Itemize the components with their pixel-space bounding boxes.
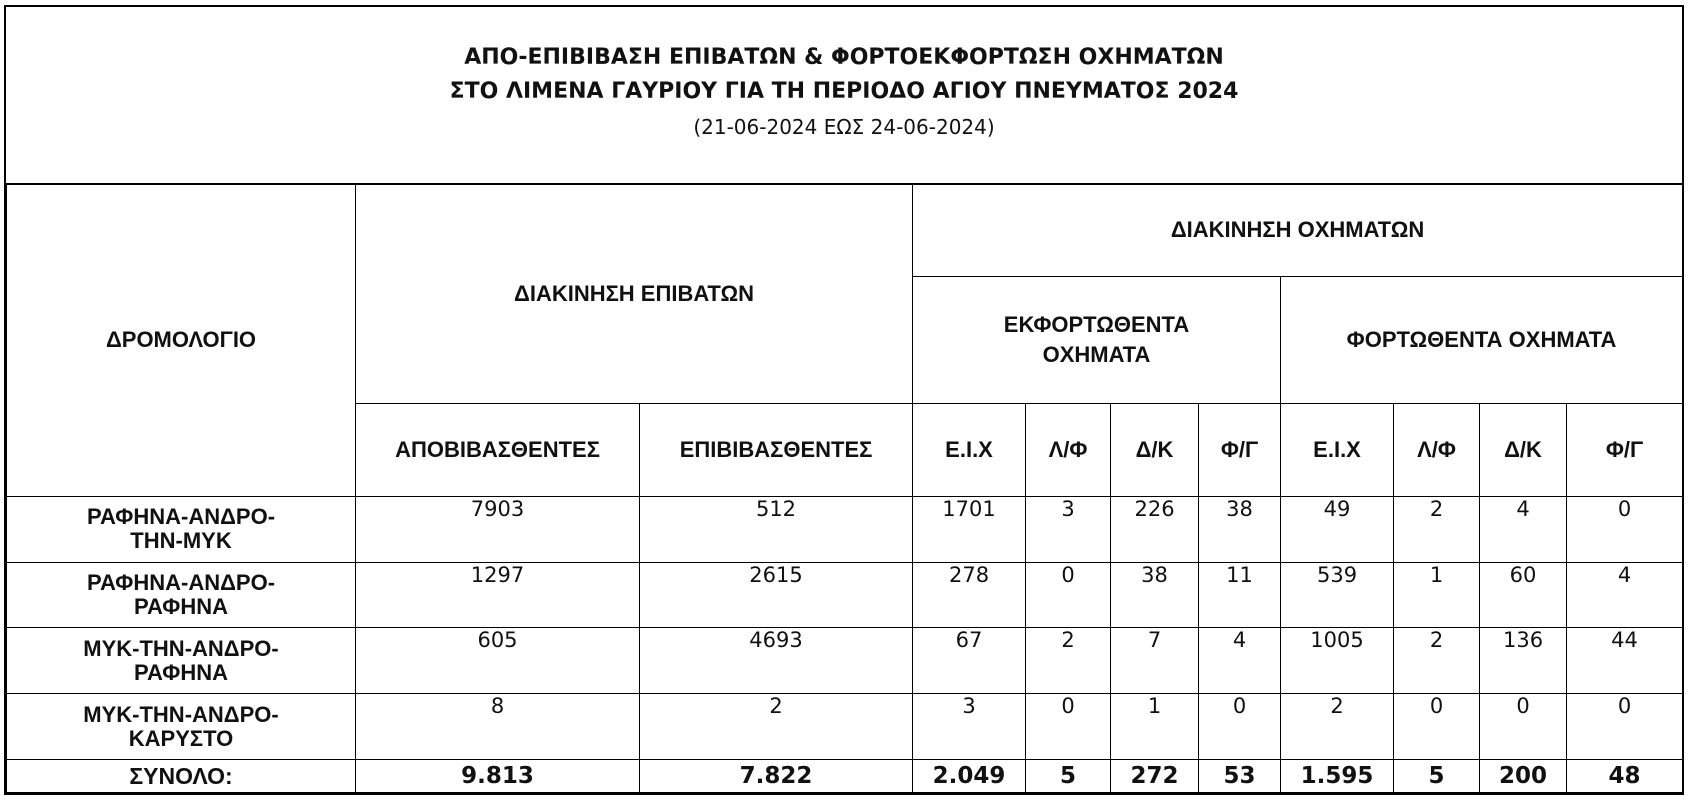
cell-loaded-car: 539 [1281, 562, 1394, 628]
cell-unloaded-bus: 0 [1026, 694, 1111, 760]
cell-unloaded-bike: 7 [1111, 628, 1199, 694]
cell-loaded-car: 2 [1281, 694, 1394, 760]
cell-disembarked: 8 [356, 694, 640, 760]
table-row [7, 694, 1683, 760]
report-title-line-1: ΑΠΟ-ΕΠΙΒΙΒΑΣΗ ΕΠΙΒΑΤΩΝ & ΦΟΡΤΟΕΚΦΟΡΤΩΣΗ ΟΧΗΜΑΤΩΝ [464, 45, 1224, 70]
route-label: ΜΥΚ-ΤΗΝ-ΑΝΔΡΟ-ΡΑΦΗΝΑ [83, 635, 279, 685]
cell-disembarked: 605 [356, 628, 640, 694]
header-passengers: ΔΙΑΚΙΝΗΣΗ ΕΠΙΒΑΤΩΝ [356, 184, 913, 404]
table-row [7, 628, 1683, 694]
report-title-line-2: ΣΤΟ ΛΙΜΕΝΑ ΓΑΥΡΙΟΥ ΓΙΑ ΤΗ ΠΕΡΙΟΔΟ ΑΓΙΟΥ ΠΝΕΥΜΑΤΟΣ 2024 [449, 79, 1239, 104]
totals-row [7, 760, 1683, 793]
cell-unloaded-truck: 11 [1199, 562, 1281, 628]
route-cell [7, 496, 356, 562]
cell-unloaded-truck: 0 [1199, 694, 1281, 760]
cell-loaded-bus: 2 [1394, 628, 1480, 694]
header-unloaded-vehicles [913, 276, 1281, 404]
header-disembarked: ΑΠΟΒΙΒΑΣΘΕΝΤΕΣ [356, 404, 640, 497]
cell-unloaded-truck: 38 [1199, 496, 1281, 562]
cell-embarked: 512 [640, 496, 913, 562]
header-type-car-loaded: Ε.Ι.Χ [1281, 404, 1394, 497]
total-embarked: 7.822 [640, 760, 913, 793]
header-type-truck-unloaded: Φ/Γ [1199, 404, 1281, 497]
header-type-truck-loaded: Φ/Γ [1567, 404, 1683, 497]
route-cell [7, 628, 356, 694]
totals-label: ΣΥΝΟΛΟ: [7, 760, 356, 793]
report-period: (21-06-2024 ΕΩΣ 24-06-2024) [693, 115, 995, 139]
cell-disembarked: 7903 [356, 496, 640, 562]
cell-unloaded-truck: 4 [1199, 628, 1281, 694]
route-label: ΡΑΦΗΝΑ-ΑΝΔΡΟ-ΡΑΦΗΝΑ [86, 569, 276, 619]
total-loaded-car: 1.595 [1281, 760, 1394, 793]
cell-embarked: 4693 [640, 628, 913, 694]
total-loaded-bike: 200 [1480, 760, 1567, 793]
cell-loaded-car: 49 [1281, 496, 1394, 562]
total-unloaded-truck: 53 [1199, 760, 1281, 793]
route-label: ΜΥΚ-ΤΗΝ-ΑΝΔΡΟ-ΚΑΡΥΣΤΟ [83, 701, 279, 751]
cell-loaded-bike: 0 [1480, 694, 1567, 760]
cell-unloaded-bus: 3 [1026, 496, 1111, 562]
cell-loaded-bike: 4 [1480, 496, 1567, 562]
cell-disembarked: 1297 [356, 562, 640, 628]
route-cell [7, 694, 356, 760]
header-type-bus-loaded: Λ/Φ [1394, 404, 1480, 497]
cell-loaded-bike: 60 [1480, 562, 1567, 628]
cell-unloaded-car: 67 [913, 628, 1026, 694]
total-loaded-bus: 5 [1394, 760, 1480, 793]
header-type-bus-unloaded: Λ/Φ [1026, 404, 1111, 497]
total-unloaded-car: 2.049 [913, 760, 1026, 793]
total-unloaded-bus: 5 [1026, 760, 1111, 793]
header-loaded-vehicles: ΦΟΡΤΩΘΕΝΤΑ ΟΧΗΜΑΤΑ [1281, 276, 1683, 404]
header-unloaded-label: ΕΚΦΟΡΤΩΘΕΝΤΑ ΟΧΗΜΑΤΑ [1003, 311, 1190, 367]
cell-unloaded-car: 278 [913, 562, 1026, 628]
table-row [7, 496, 1683, 562]
total-unloaded-bike: 272 [1111, 760, 1199, 793]
header-type-bike-loaded: Δ/Κ [1480, 404, 1567, 497]
header-type-car-unloaded: Ε.Ι.Χ [913, 404, 1026, 497]
cell-loaded-bike: 136 [1480, 628, 1567, 694]
cell-embarked: 2 [640, 694, 913, 760]
route-cell [7, 562, 356, 628]
cell-loaded-bus: 1 [1394, 562, 1480, 628]
header-type-bike-unloaded: Δ/Κ [1111, 404, 1199, 497]
cell-unloaded-bike: 226 [1111, 496, 1199, 562]
traffic-table [6, 183, 1683, 793]
cell-unloaded-bus: 2 [1026, 628, 1111, 694]
cell-loaded-bus: 0 [1394, 694, 1480, 760]
cell-loaded-truck: 44 [1567, 628, 1683, 694]
table-row [7, 562, 1683, 628]
total-loaded-truck: 48 [1567, 760, 1683, 793]
cell-unloaded-bus: 0 [1026, 562, 1111, 628]
cell-loaded-truck: 0 [1567, 496, 1683, 562]
cell-loaded-truck: 0 [1567, 694, 1683, 760]
cell-loaded-truck: 4 [1567, 562, 1683, 628]
cell-loaded-bus: 2 [1394, 496, 1480, 562]
cell-unloaded-bike: 38 [1111, 562, 1199, 628]
header-vehicles: ΔΙΑΚΙΝΗΣΗ ΟΧΗΜΑΤΩΝ [913, 184, 1683, 277]
header-route: ΔΡΟΜΟΛΟΓΙΟ [7, 184, 356, 497]
cell-unloaded-car: 1701 [913, 496, 1026, 562]
report-frame [4, 5, 1684, 795]
cell-unloaded-car: 3 [913, 694, 1026, 760]
route-label: ΡΑΦΗΝΑ-ΑΝΔΡΟ-ΤΗΝ-ΜΥΚ [86, 504, 276, 554]
cell-embarked: 2615 [640, 562, 913, 628]
total-disembarked: 9.813 [356, 760, 640, 793]
header-embarked: ΕΠΙΒΙΒΑΣΘΕΝΤΕΣ [640, 404, 913, 497]
cell-unloaded-bike: 1 [1111, 694, 1199, 760]
report-header [6, 7, 1682, 185]
cell-loaded-car: 1005 [1281, 628, 1394, 694]
